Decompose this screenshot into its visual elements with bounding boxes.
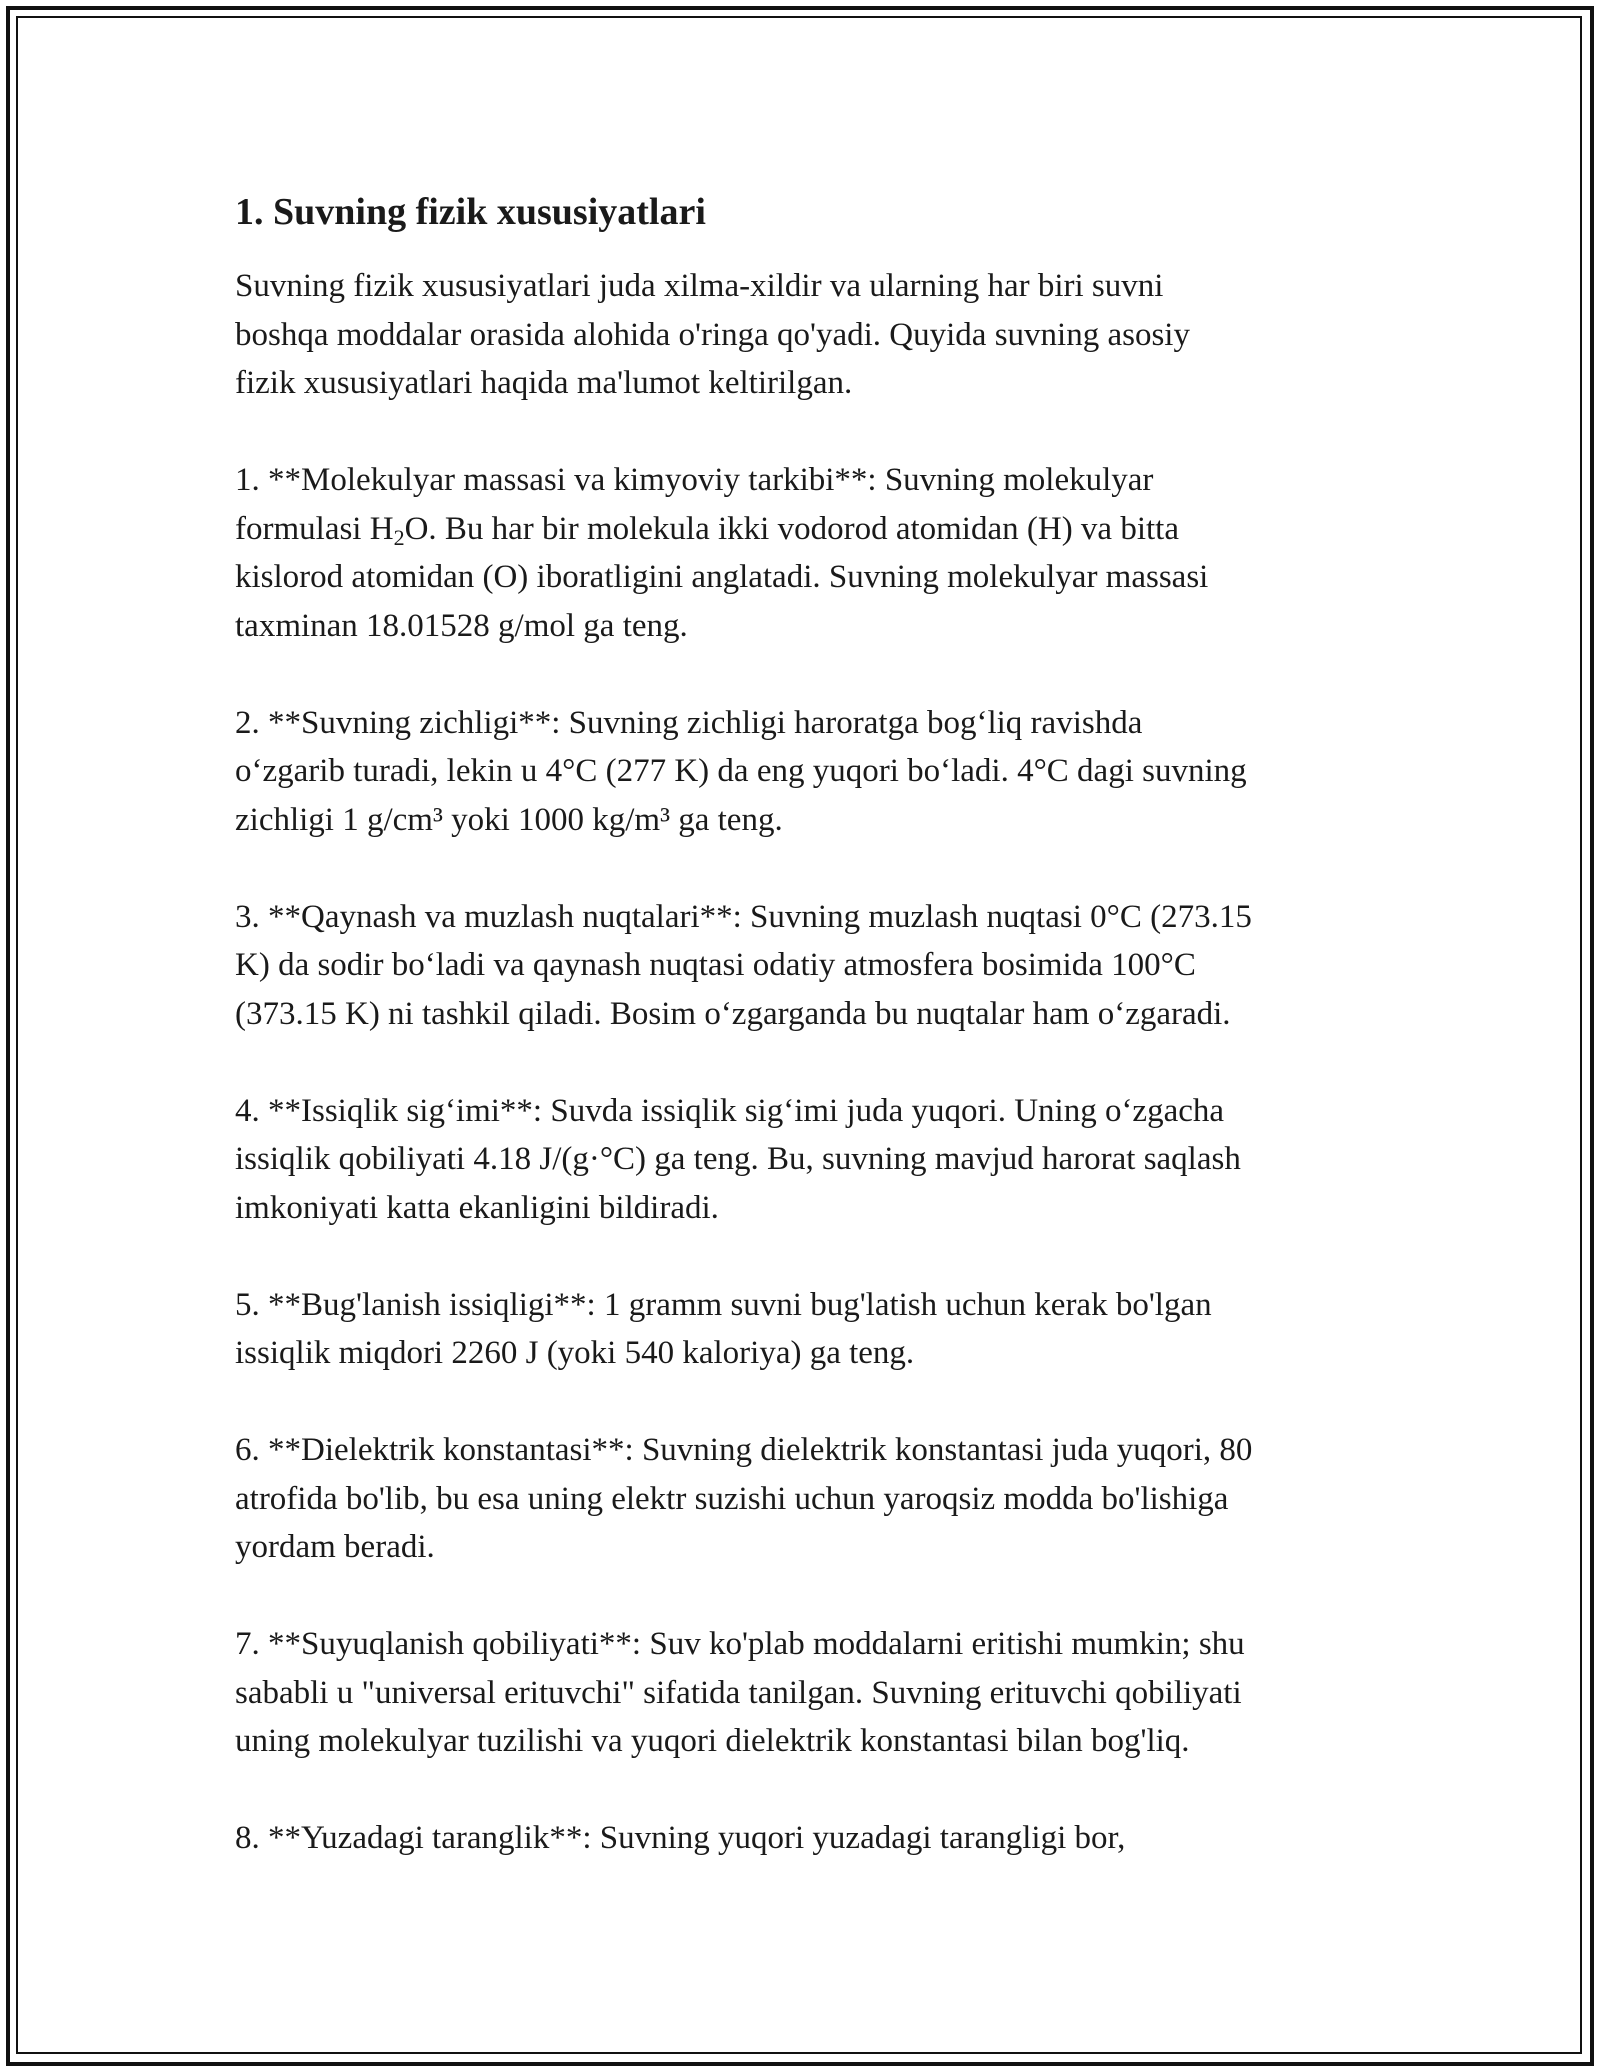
item-line: K) da sodir bo‘ladi va qaynash nuqtasi odatiy atmosfera bosimida 100°C	[235, 947, 1196, 983]
paragraph-gap	[235, 844, 1375, 893]
item-line: 4. **Issiqlik sig‘imi**: Suvda issiqlik sig‘imi juda yuqori. Uning o‘zgacha	[235, 1092, 1225, 1129]
intro-line: fizik xususiyatlari haqida ma'lumot keltirilgan.	[235, 365, 853, 401]
item-line: 3. **Qaynash va muzlash nuqtalari**: Suvning muzlash nuqtasi 0°C (273.15	[235, 898, 1252, 935]
item-line: 2. **Suvning zichligi**: Suvning zichligi haroratga bog‘liq ravishda	[235, 704, 1143, 741]
list-item-6	[235, 1426, 1375, 1572]
item-line	[235, 505, 1375, 554]
list-item-7	[235, 1620, 1375, 1766]
list-item-5	[235, 1281, 1375, 1378]
item-line: 8. **Yuzadagi taranglik**: Suvning yuqori yuzadagi tarangligi bor,	[235, 1820, 1126, 1856]
item-line: kislorod atomidan (O) iboratligini anglatadi. Suvning molekulyar massasi	[235, 559, 1209, 595]
item-line: 1. **Molekulyar massasi va kimyoviy tarkibi**: Suvning molekulyar	[235, 462, 1154, 498]
item-line: issiqlik miqdori 2260 J (yoki 540 kaloriya) ga teng.	[235, 1335, 915, 1371]
formula-suffix: O. Bu har bir molekula ikki vodorod atomidan (H) va bitta	[404, 510, 1179, 547]
formula-prefix: formulasi H	[235, 510, 394, 547]
item-line: yordam beradi.	[235, 1529, 435, 1565]
item-line: o‘zgarib turadi, lekin u 4°C (277 K) da eng yuqori bo‘ladi. 4°C dagi suvning	[235, 753, 1247, 789]
item-line: 5. **Bug'lanish issiqligi**: 1 gramm suvni bug'latish uchun kerak bo'lgan	[235, 1286, 1212, 1323]
item-line: imkoniyati katta ekanligini bildiradi.	[235, 1189, 719, 1226]
intro-paragraph	[235, 262, 1375, 408]
section-title: 1. Suvning fizik xususiyatlari	[235, 191, 706, 233]
item-line: 7. **Suyuqlanish qobiliyati**: Suv ko'plab moddalarni eritishi mumkin; shu	[235, 1626, 1245, 1662]
paragraph-gap	[235, 1766, 1375, 1815]
formula-subscript: 2	[393, 524, 405, 550]
list-item-3	[235, 893, 1375, 1039]
item-line: (373.15 K) ni tashkil qiladi. Bosim o‘zgarganda bu nuqtalar ham o‘zgaradi.	[235, 995, 1231, 1032]
paragraph-gap	[235, 1378, 1375, 1427]
item-line: 6. **Dielektrik konstantasi**: Suvning dielektrik konstantasi juda yuqori, 80	[235, 1432, 1253, 1468]
list-item-8	[235, 1814, 1375, 1863]
paragraph-gap	[235, 1572, 1375, 1621]
intro-line: boshqa moddalar orasida alohida o'ringa qo'yadi. Quyida suvning asosiy	[235, 316, 1190, 353]
item-line: issiqlik qobiliyati 4.18 J/(g·°C) ga teng. Bu, suvning mavjud harorat saqlash	[235, 1141, 1241, 1177]
list-item-4	[235, 1087, 1375, 1233]
item-line: zichligi 1 g/cm³ yoki 1000 kg/m³ ga teng.	[235, 801, 783, 838]
paragraph-gap	[235, 650, 1375, 699]
list-item-1	[235, 456, 1375, 650]
document-body	[235, 188, 1375, 1863]
item-line: sababli u "universal erituvchi" sifatida tanilgan. Suvning erituvchi qobiliyati	[235, 1674, 1242, 1711]
paragraph-gap	[235, 1232, 1375, 1281]
item-line: uning molekulyar tuzilishi va yuqori dielektrik konstantasi bilan bog'liq.	[235, 1723, 1190, 1759]
list-item-2	[235, 699, 1375, 845]
paragraph-gap	[235, 408, 1375, 457]
intro-line: Suvning fizik xususiyatlari juda xilma-xildir va ularning har biri suvni	[235, 268, 1164, 304]
paragraph-gap	[235, 1038, 1375, 1087]
item-line: taxminan 18.01528 g/mol ga teng.	[235, 607, 688, 644]
item-line: atrofida bo'lib, bu esa uning elektr suzishi uchun yaroqsiz modda bo'lishiga	[235, 1480, 1229, 1517]
